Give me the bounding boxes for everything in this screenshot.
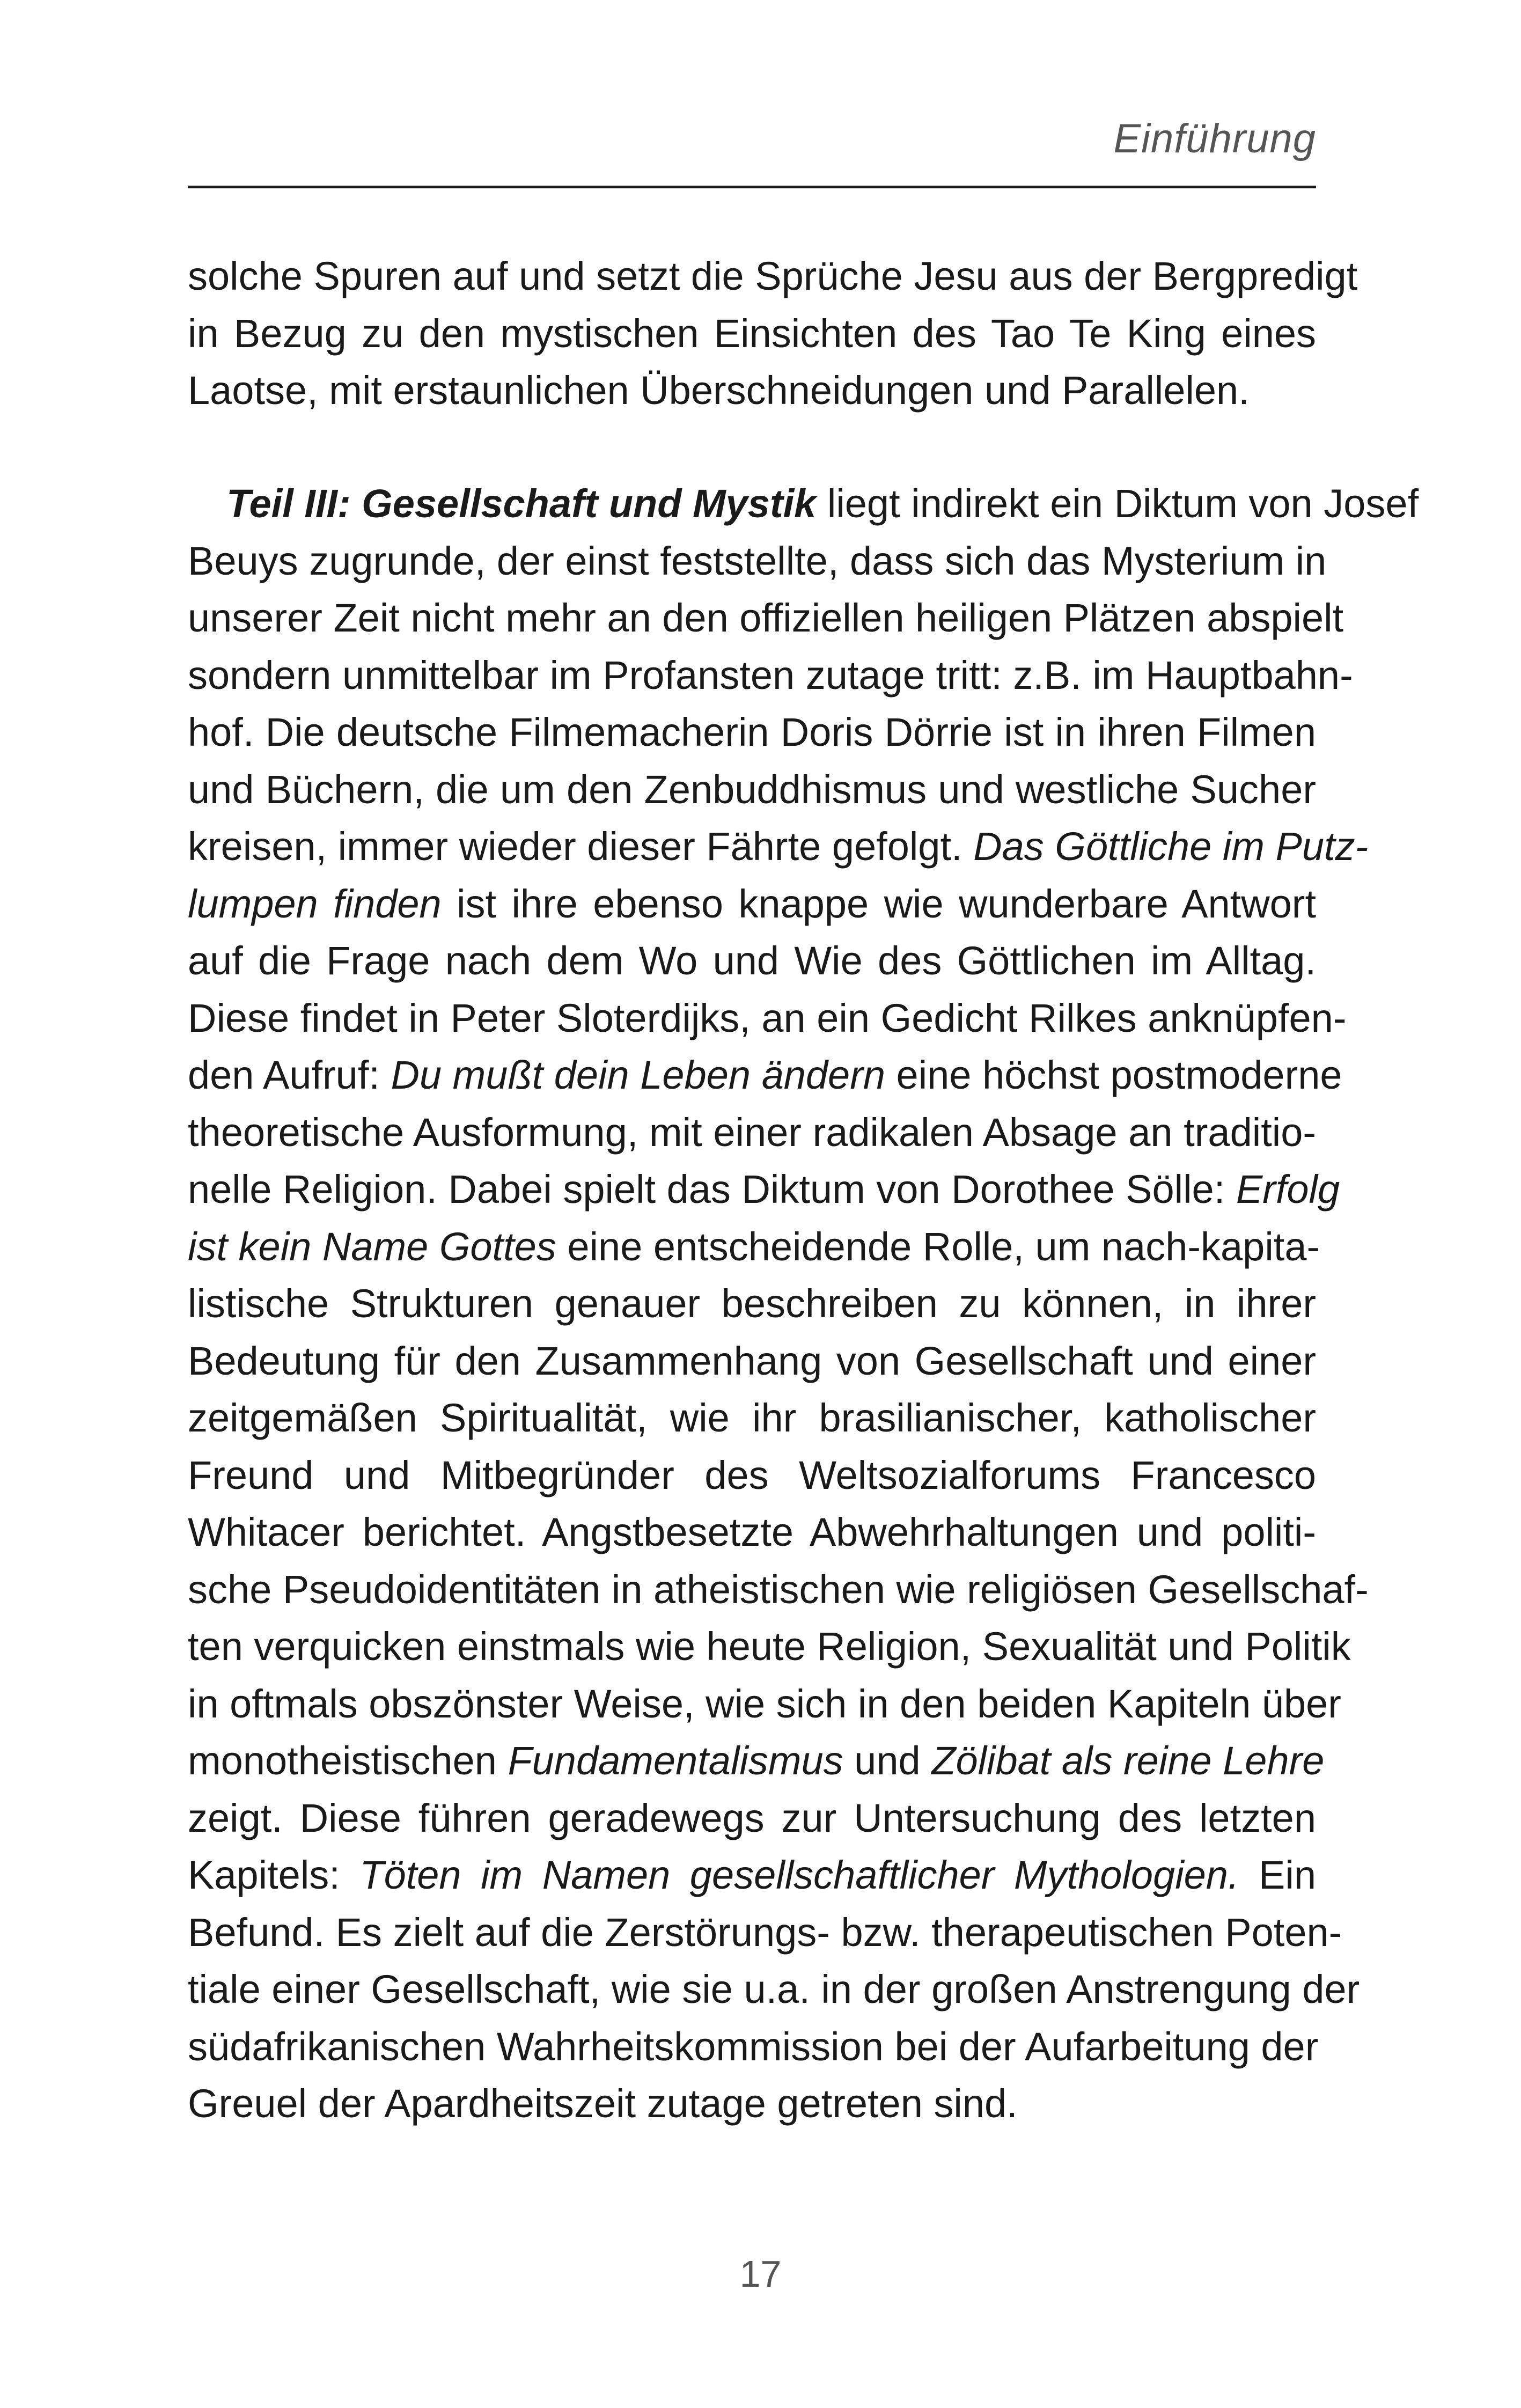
text-line: Diese findet in Peter Sloterdijks, an ein Gedicht Rilkes anknüpfen- — [188, 995, 1347, 1040]
italic-title: Töten im Namen gesellschaftlicher Mythologien. — [359, 1853, 1239, 1897]
text-fragment: nelle Religion. Dabei spielt das Diktum von Dorothee Sölle: — [188, 1167, 1236, 1212]
text-line: hof. Die deutsche Filmemacherin Doris Dörrie ist in ihren Filmen — [188, 710, 1316, 754]
text-line: südafrikanischen Wahrheitskommission bei der Aufarbeitung der — [188, 2024, 1319, 2069]
text-line: in oftmals obszönster Weise, wie sich in den beiden Kapiteln über — [188, 1681, 1341, 1726]
text-line: in Bezug zu den mystischen Einsichten des Tao Te King eines — [188, 311, 1316, 356]
text-line: theoretische Ausformung, mit einer radikalen Absage an traditio- — [188, 1110, 1316, 1155]
italic-title: lumpen finden — [188, 881, 442, 926]
text-line — [188, 1047, 1342, 1104]
continuation-paragraph — [188, 248, 1358, 420]
text-line — [188, 876, 1316, 933]
italic-title: ist kein Name Gottes — [188, 1224, 556, 1269]
text-fragment: Kapitels: — [188, 1853, 360, 1897]
text-fragment: monotheistischen — [188, 1738, 508, 1783]
text-line: Greuel der Apardheitszeit zutage getreten sind. — [188, 2081, 1018, 2126]
section-heading: Teil III: Gesellschaft und Mystik — [226, 481, 817, 526]
text-line: Freund und Mitbegründer des Weltsozialforums Francesco — [188, 1452, 1316, 1497]
italic-title: Fundamentalismus — [508, 1738, 843, 1783]
text-line: tiale einer Gesellschaft, wie sie u.a. in der großen Anstrengung der — [188, 1967, 1360, 2011]
text-line — [188, 475, 1419, 533]
text-line: unserer Zeit nicht mehr an den offiziellen heiligen Plätzen abspielt — [188, 596, 1344, 640]
text-fragment: liegt indirekt ein Diktum von Josef — [816, 481, 1419, 526]
text-fragment: und — [843, 1738, 932, 1783]
text-line — [188, 818, 1369, 876]
text-line: ten verquicken einstmals wie heute Religion, Sexualität und Politik — [188, 1624, 1351, 1669]
text-line: zeitgemäßen Spiritualität, wie ihr brasilianischer, katholischer — [188, 1396, 1316, 1440]
page-number: 17 — [739, 2253, 782, 2295]
text-fragment: ist ihre ebenso knappe wie wunderbare Antwort — [441, 881, 1317, 926]
section-paragraph — [188, 475, 1419, 2133]
text-fragment: den Aufruf: — [188, 1053, 391, 1097]
text-line: auf die Frage nach dem Wo und Wie des Göttlichen im Alltag. — [188, 938, 1316, 983]
text-line: sondern unmittelbar im Profansten zutage tritt: z.B. im Hauptbahn- — [188, 652, 1353, 698]
italic-title: Zölibat als reine Lehre — [931, 1738, 1325, 1783]
text-fragment: kreisen, immer wieder dieser Fährte gefolgt. — [188, 824, 974, 869]
text-line — [188, 1218, 1320, 1276]
text-line: Whitacer berichtet. Angstbesetzte Abwehrhaltungen und politi- — [188, 1510, 1316, 1554]
text-line: Befund. Es zielt auf die Zerstörungs- bzw. therapeutischen Poten- — [188, 1910, 1342, 1955]
text-line: Beuys zugrunde, der einst feststellte, dass sich das Mysterium in — [188, 538, 1327, 583]
text-line: sche Pseudoidentitäten in atheistischen wie religiösen Gesellschaf- — [188, 1567, 1369, 1612]
italic-title: Das Göttliche im Putz- — [973, 824, 1369, 869]
text-line: und Büchern, die um den Zenbuddhismus und westliche Sucher — [188, 767, 1316, 812]
text-line: solche Spuren auf und setzt die Sprüche Jesu aus der Bergpredigt — [188, 254, 1358, 298]
text-line — [188, 1161, 1340, 1218]
text-line — [188, 1847, 1316, 1904]
italic-title: Du mußt dein Leben ändern — [391, 1053, 885, 1097]
text-line: zeigt. Diese führen geradewegs zur Untersuchung des letzten — [188, 1795, 1316, 1840]
text-line: Bedeutung für den Zusammenhang von Gesellschaft und einer — [188, 1338, 1316, 1383]
text-fragment: eine höchst postmoderne — [885, 1053, 1342, 1097]
header-rule — [188, 186, 1316, 188]
text-fragment: Ein — [1239, 1853, 1316, 1897]
text-fragment: eine entscheidende Rolle, um nach-kapita- — [556, 1224, 1320, 1269]
italic-title: Erfolg — [1236, 1167, 1340, 1212]
text-line — [188, 1732, 1325, 1790]
text-line: Laotse, mit erstaunlichen Überschneidungen und Parallelen. — [188, 368, 1250, 413]
running-head: Einführung — [1113, 116, 1316, 161]
text-line: listische Strukturen genauer beschreiben zu können, in ihrer — [188, 1281, 1316, 1326]
